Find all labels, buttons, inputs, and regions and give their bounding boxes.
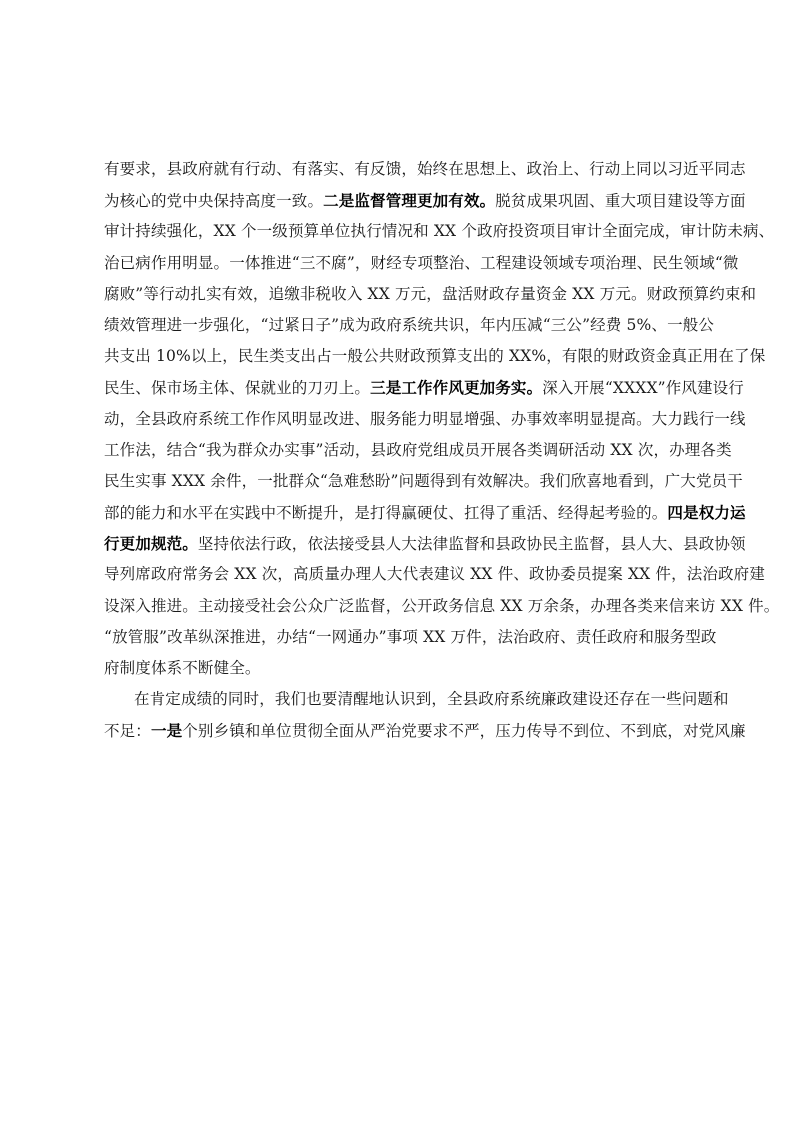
paragraph-line <box>104 591 780 622</box>
paragraph-line <box>104 528 746 559</box>
paragraph-line <box>104 248 739 279</box>
paragraph-line <box>104 684 729 715</box>
body-text: “放管服”改革纵深推进，办结“一网通办”事项 XX 万件，法治政府、责任政府和服务型政 <box>104 627 717 646</box>
document-body <box>104 154 780 747</box>
body-text: 审计持续强化，XX 个一级预算单位执行情况和 XX 个政府投资项目审计全面完成，审计防未病、 <box>104 222 775 241</box>
paragraph-line <box>104 372 744 403</box>
paragraph-line <box>104 497 746 528</box>
body-text: 共支出 10%以上，民生类支出占一般公共财政预算支出的 XX%，有限的财政资金真正用在了保 <box>104 347 766 366</box>
paragraph-line <box>104 310 715 341</box>
body-text: 工作法，结合“我为群众办实事”活动，县政府党组成员开展各类调研活动 XX 次，办理各类 <box>104 440 732 459</box>
paragraph-line <box>104 185 746 216</box>
body-text: 深入开展“XXXX”作风建设行 <box>542 379 744 398</box>
paragraph-line <box>104 622 717 653</box>
paragraph-line <box>104 435 732 466</box>
paragraph-line <box>104 559 765 590</box>
paragraph-line <box>104 653 684 684</box>
body-text: 绩效管理进一步强化，“过紧日子”成为政府系统共识，年内压减“三公”经费 5%、一般公 <box>104 315 715 334</box>
paragraph-line <box>104 341 766 372</box>
body-text: 部的能力和水平在实践中不断提升，是打得赢硬仗、扛得了重活、经得起考验的。 <box>104 504 668 523</box>
paragraph-line <box>104 466 743 497</box>
paragraph-line <box>104 216 775 247</box>
body-text: 动，全县政府系统工作作风明显改进、服务能力明显增强、办事效率明显提高。大力践行一线 <box>104 409 746 428</box>
body-text: 为核心的党中央保持高度一致。 <box>104 192 324 211</box>
body-text: 脱贫成果巩固、重大项目建设等方面 <box>495 192 746 211</box>
body-text: 民生、保市场主体、保就业的刀刃上。 <box>104 379 371 398</box>
bold-heading: 二是监督管理更加有效。 <box>323 191 496 211</box>
body-text: 个别乡镇和单位贯彻全面从严治党要求不严，压力传导不到位、不到底，对党风廉 <box>182 722 746 741</box>
body-text: 不足： <box>104 722 151 741</box>
body-text: 坚持依法行政，依法接受县人大法律监督和县政协民主监督，县人大、县政协领 <box>197 535 746 554</box>
body-text: 设深入推进。主动接受社会公众广泛监督，公开政务信息 XX 万余条，办理各类来信来访 XX 件。 <box>104 596 780 615</box>
body-text: 导列席政府常务会 XX 次，高质量办理人大代表建议 XX 件、政协委员提案 XX 件，法治政府建 <box>104 565 765 584</box>
bold-heading: 行更加规范。 <box>104 534 198 554</box>
paragraph-line <box>104 154 746 185</box>
paragraph-line <box>104 404 746 435</box>
body-text: 民生实事 XXX 余件，一批群众“急难愁盼”问题得到有效解决。我们欣喜地看到，广大党员干 <box>104 471 743 490</box>
paragraph-line <box>104 715 746 746</box>
paragraph-line <box>104 279 757 310</box>
body-text: 在肯定成绩的同时，我们也要清醒地认识到，全县政府系统廉政建设还存在一些问题和 <box>134 690 729 709</box>
body-text: 府制度体系不断健全。 <box>104 659 261 677</box>
body-text: 治已病作用明显。一体推进“三不腐”，财经专项整治、工程建设领域专项治理、民生领域“微 <box>104 253 739 272</box>
bold-heading: 一是 <box>150 721 183 741</box>
bold-heading: 三是工作作风更加务实。 <box>370 378 543 398</box>
bold-heading: 四是权力运 <box>667 503 746 523</box>
body-text: 有要求，县政府就有行动、有落实、有反馈，始终在思想上、政治上、行动上同以习近平同志 <box>104 160 746 178</box>
body-text: 腐败”等行动扎实有效，追缴非税收入 XX 万元，盘活财政存量资金 XX 万元。财政预算约束和 <box>104 284 757 303</box>
